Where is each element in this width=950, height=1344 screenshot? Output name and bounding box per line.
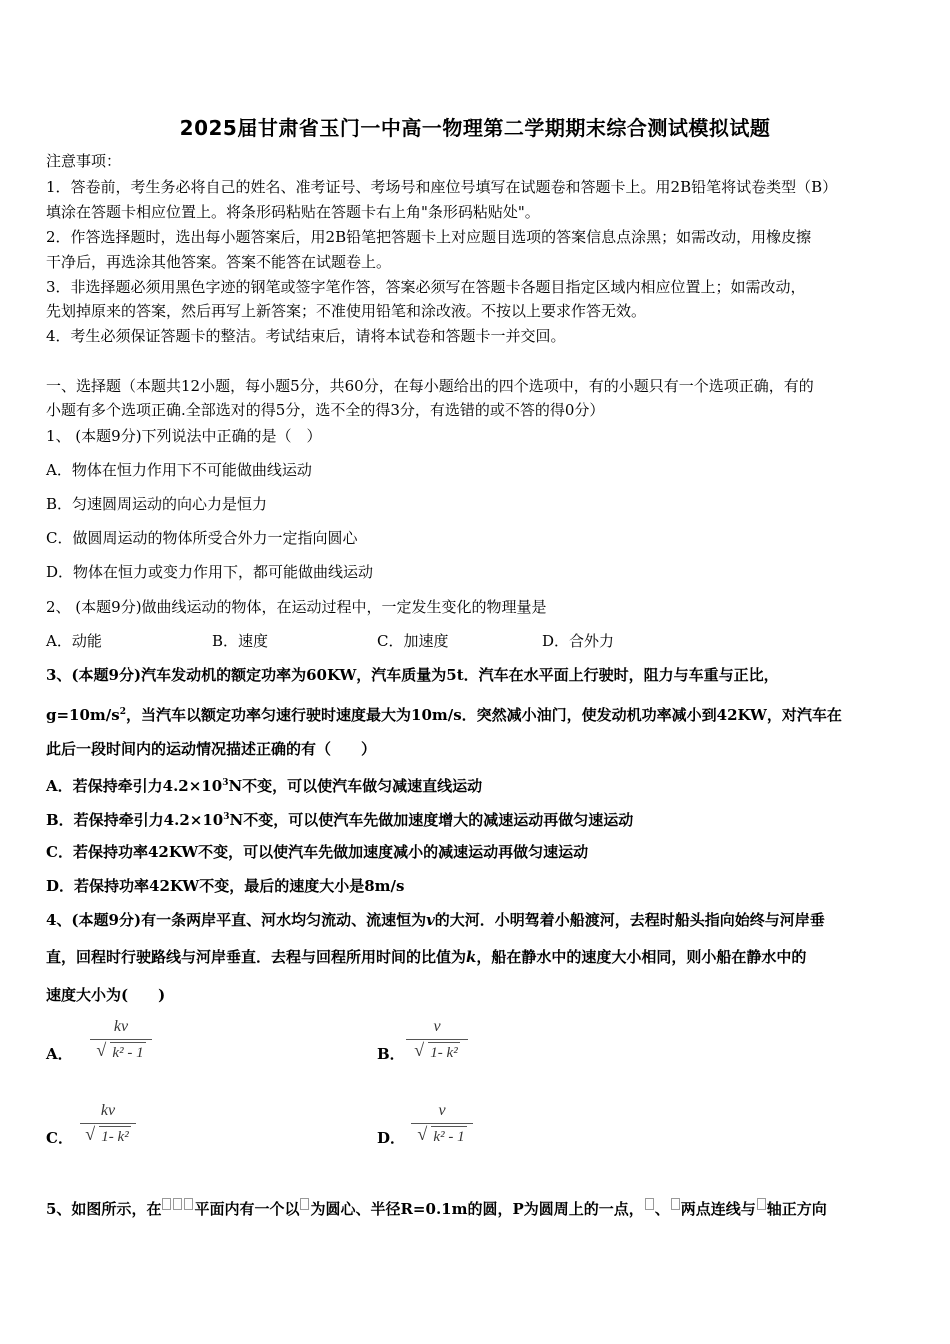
q3-line2-rest: ，当汽车以额定功率匀速行驶时速度最大为10m/s．突然减小油门，使发动机功率减小到42KW，对汽车在 — [126, 706, 842, 724]
q4-option-c-label: C． — [46, 1129, 73, 1147]
q3-gravity: g=10m/s — [46, 706, 120, 724]
q4-option-d-fraction — [411, 1101, 473, 1147]
notice-line: 1．答卷前，考生务必将自己的姓名、准考证号、考场号和座位号填写在试题卷和答题卡上。用2B铅笔将试卷类型（B） — [46, 178, 838, 196]
q4-line1-a: 4、(本题9分)有一条两岸平直、河水均匀流动、流速恒为 — [46, 911, 427, 929]
question-3-option-c: C．若保持功率42KW不变，可以使汽车先做加速度减小的减速运动再做匀速运动 — [46, 843, 589, 861]
question-3-stem-line3: 此后一段时间内的运动情况描述正确的有（ ） — [46, 740, 377, 758]
question-3-option-a — [46, 772, 482, 797]
missing-glyph-icon — [671, 1198, 680, 1210]
sqrt-icon: √ — [85, 1124, 96, 1144]
question-2-option-c: C．加速度 — [377, 632, 449, 650]
question-2-option-d: D．合外力 — [542, 632, 615, 650]
missing-glyph-icon — [162, 1198, 171, 1210]
q4-option-c-fraction — [80, 1101, 136, 1147]
q5-part1: 5、如图所示，在 — [46, 1200, 162, 1218]
q4-option-c-num: kv — [100, 1102, 116, 1119]
q4-var-v: v — [426, 911, 435, 929]
q4-line1-b: 的大河．小明驾着小船渡河，去程时船头指向始终与河岸垂 — [434, 911, 825, 929]
q5-part5: 两点连线与 — [680, 1200, 756, 1218]
notice-line: 3．非选择题必须用黑色字迹的钢笔或签字笔作答，答案必须写在答题卡各题目指定区域内相应位置上；如需改动， — [46, 278, 806, 296]
missing-glyph-icon — [173, 1198, 182, 1210]
missing-glyph-icon — [184, 1198, 193, 1210]
q4-var-k: k — [466, 948, 477, 966]
question-4-stem-line2 — [46, 946, 806, 968]
q3-opt-b-exp: 3 — [223, 812, 230, 822]
q4-option-d-label: D． — [377, 1129, 406, 1147]
q4-option-b-fraction — [406, 1017, 468, 1063]
question-2-option-a: A．动能 — [46, 632, 102, 650]
question-3-stem-line1: 3、(本题9分)汽车发动机的额定功率为60KW，汽车质量为5t．汽车在水平面上行驶时，阻力与车重与正比， — [46, 666, 779, 684]
question-1-option-c: C．做圆周运动的物体所受合外力一定指向圆心 — [46, 529, 358, 547]
question-3-stem-line2 — [46, 701, 842, 726]
question-5-stem — [46, 1198, 827, 1220]
q4-option-a-num: kv — [113, 1018, 129, 1035]
question-2-stem: 2、 (本题9分)做曲线运动的物体，在运动过程中，一定发生变化的物理量是 — [46, 598, 547, 616]
sqrt-icon: √ — [417, 1124, 428, 1144]
question-3-option-b — [46, 806, 633, 831]
notice-line: 4．考生必须保证答题卡的整洁。考试结束后，请将本试卷和答题卡一并交回。 — [46, 327, 566, 345]
question-4-stem-line3: 速度大小为( ) — [46, 986, 166, 1004]
missing-glyph-icon — [645, 1198, 654, 1210]
sqrt-icon: √ — [414, 1040, 425, 1060]
q5-part4: 、 — [654, 1200, 670, 1218]
notice-heading: 注意事项： — [46, 152, 122, 170]
q5-part6: 轴正方向 — [766, 1200, 827, 1218]
missing-glyph-icon — [757, 1198, 766, 1210]
q4-option-b-label: B． — [377, 1045, 405, 1063]
q3-opt-a-exp: 3 — [222, 778, 229, 788]
page-title: 2025届甘肃省玉门一中高一物理第二学期期末综合测试模拟试题 — [179, 116, 771, 140]
sqrt-icon: √ — [96, 1040, 107, 1060]
section-heading: 一、选择题（本题共12小题，每小题5分，共60分，在每小题给出的四个选项中，有的小题只有一个选项正确，有的 — [46, 377, 814, 395]
q4-option-d-den: k² - 1 — [431, 1126, 466, 1147]
q3-opt-b-text: B．若保持牵引力4.2×10 — [46, 811, 224, 829]
q4-option-a-label: A． — [46, 1045, 73, 1063]
notice-line: 2．作答选择题时，选出每小题答案后，用2B铅笔把答题卡上对应题目选项的答案信息点涂黑；如需改动，用橡皮擦 — [46, 228, 812, 246]
q4-line2-b: ，船在静水中的速度大小相同，则小船在静水中的 — [476, 948, 807, 966]
q4-option-c-den: 1- k² — [99, 1126, 130, 1147]
question-2-option-b: B．速度 — [212, 632, 269, 650]
q3-gravity-exp: 2 — [119, 707, 126, 717]
question-1-option-d: D．物体在恒力或变力作用下，都可能做曲线运动 — [46, 563, 374, 581]
q4-option-a-fraction — [90, 1017, 152, 1063]
question-1-option-a: A．物体在恒力作用下不可能做曲线运动 — [46, 461, 312, 479]
q3-opt-a-rest: N不变，可以使汽车做匀减速直线运动 — [228, 777, 483, 795]
q4-option-b-num: v — [433, 1018, 441, 1035]
q3-opt-b-rest: N不变，可以使汽车先做加速度增大的减速运动再做匀速运动 — [229, 811, 634, 829]
question-1-option-b: B．匀速圆周运动的向心力是恒力 — [46, 495, 268, 513]
q3-opt-a-text: A．若保持牵引力4.2×10 — [46, 777, 223, 795]
q4-option-d-num: v — [438, 1102, 446, 1119]
question-1-stem: 1、 (本题9分)下列说法中正确的是（ ） — [46, 427, 322, 445]
section-heading-cont: 小题有多个选项正确.全部选对的得5分，选不全的得3分，有选错的或不答的得0分） — [46, 401, 605, 419]
notice-line: 填涂在答题卡相应位置上。将条形码粘贴在答题卡右上角"条形码粘贴处"。 — [46, 203, 540, 221]
notice-line: 干净后，再选涂其他答案。答案不能答在试题卷上。 — [46, 253, 392, 271]
question-4-stem-line1 — [46, 909, 825, 931]
q5-part2: 平面内有一个以 — [194, 1200, 300, 1218]
q4-line2-a: 直，回程时行驶路线与河岸垂直．去程与回程所用时间的比值为 — [46, 948, 467, 966]
q4-option-b-den: 1- k² — [428, 1042, 459, 1063]
q5-part3: 为圆心、半径R=0.1m的圆，P为圆周上的一点， — [310, 1200, 644, 1218]
q4-option-a-den: k² - 1 — [110, 1042, 145, 1063]
missing-glyph-icon — [300, 1198, 309, 1210]
question-3-option-d: D．若保持功率42KW不变，最后的速度大小是8m/s — [46, 877, 405, 895]
notice-line: 先划掉原来的答案，然后再写上新答案；不准使用铅笔和涂改液。不按以上要求作答无效。 — [46, 302, 647, 320]
